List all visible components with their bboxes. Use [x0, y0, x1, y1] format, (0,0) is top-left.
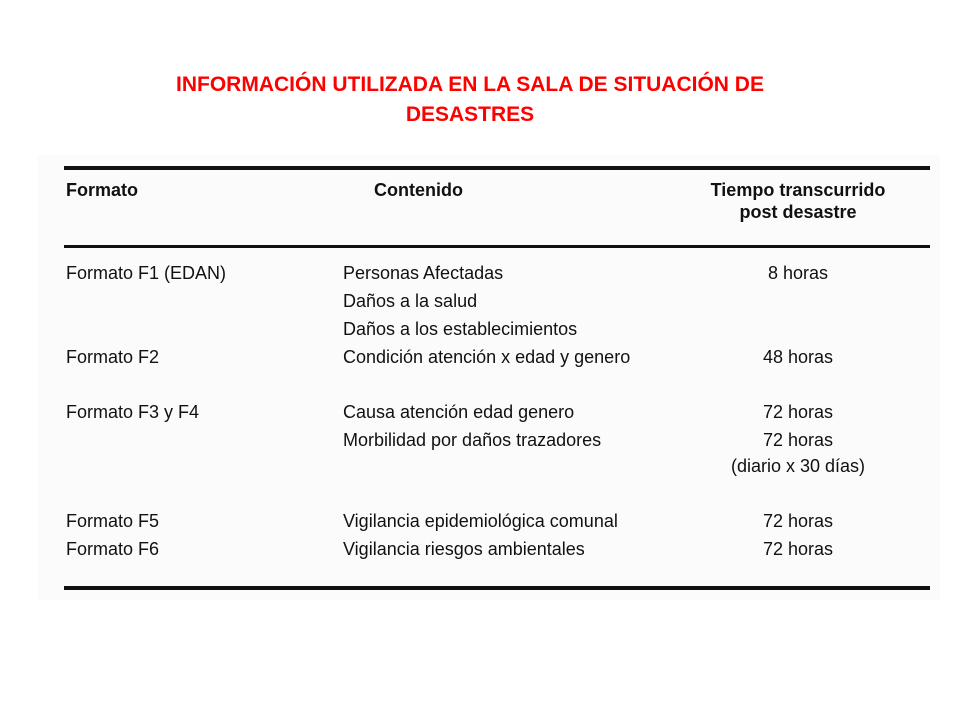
table-cell-tiempo: 72 horas	[762, 402, 834, 422]
slide-title-line-1: INFORMACIÓN UTILIZADA EN LA SALA DE SITUACIÓN DE	[176, 73, 764, 96]
table-cell-contenido: Vigilancia riesgos ambientales	[343, 539, 585, 559]
table-cell-contenido: Condición atención x edad y genero	[343, 347, 631, 367]
table-cell-tiempo: 72 horas	[762, 511, 834, 531]
table-cell-formato: Formato F2	[66, 347, 160, 367]
header-tiempo-line-1: Tiempo transcurrido	[710, 180, 886, 200]
table-cell-formato: Formato F5	[66, 511, 160, 531]
table-cell-contenido: Daños a los establecimientos	[343, 319, 578, 339]
table-cell-tiempo: 72 horas	[762, 539, 834, 559]
table-cell-tiempo: (diario x 30 días)	[730, 456, 866, 476]
table-cell-formato: Formato F1 (EDAN)	[66, 263, 227, 283]
table-cell-contenido: Vigilancia epidemiológica comunal	[343, 511, 618, 531]
table-cell-tiempo: 8 horas	[767, 263, 829, 283]
table-cell-formato: Formato F3 y F4	[66, 402, 200, 422]
header-contenido: Contenido	[374, 180, 463, 200]
table-top-rule	[64, 166, 930, 170]
table-cell-contenido: Daños a la salud	[343, 291, 478, 311]
table-cell-tiempo: 48 horas	[762, 347, 834, 367]
header-tiempo	[666, 179, 930, 223]
slide-title	[60, 70, 880, 130]
slide-title-line-2: DESASTRES	[405, 103, 535, 126]
table-cell-contenido: Personas Afectadas	[343, 263, 504, 283]
table-cell-contenido: Morbilidad por daños trazadores	[343, 430, 602, 450]
table-cell-formato: Formato F6	[66, 539, 160, 559]
table-cell-contenido: Causa atención edad genero	[343, 402, 575, 422]
table-header-rule	[64, 245, 930, 248]
table-bottom-rule	[64, 586, 930, 590]
header-formato: Formato	[66, 180, 138, 200]
table-cell-tiempo: 72 horas	[762, 430, 834, 450]
formats-table	[38, 155, 940, 600]
header-tiempo-line-2: post desastre	[739, 202, 857, 222]
